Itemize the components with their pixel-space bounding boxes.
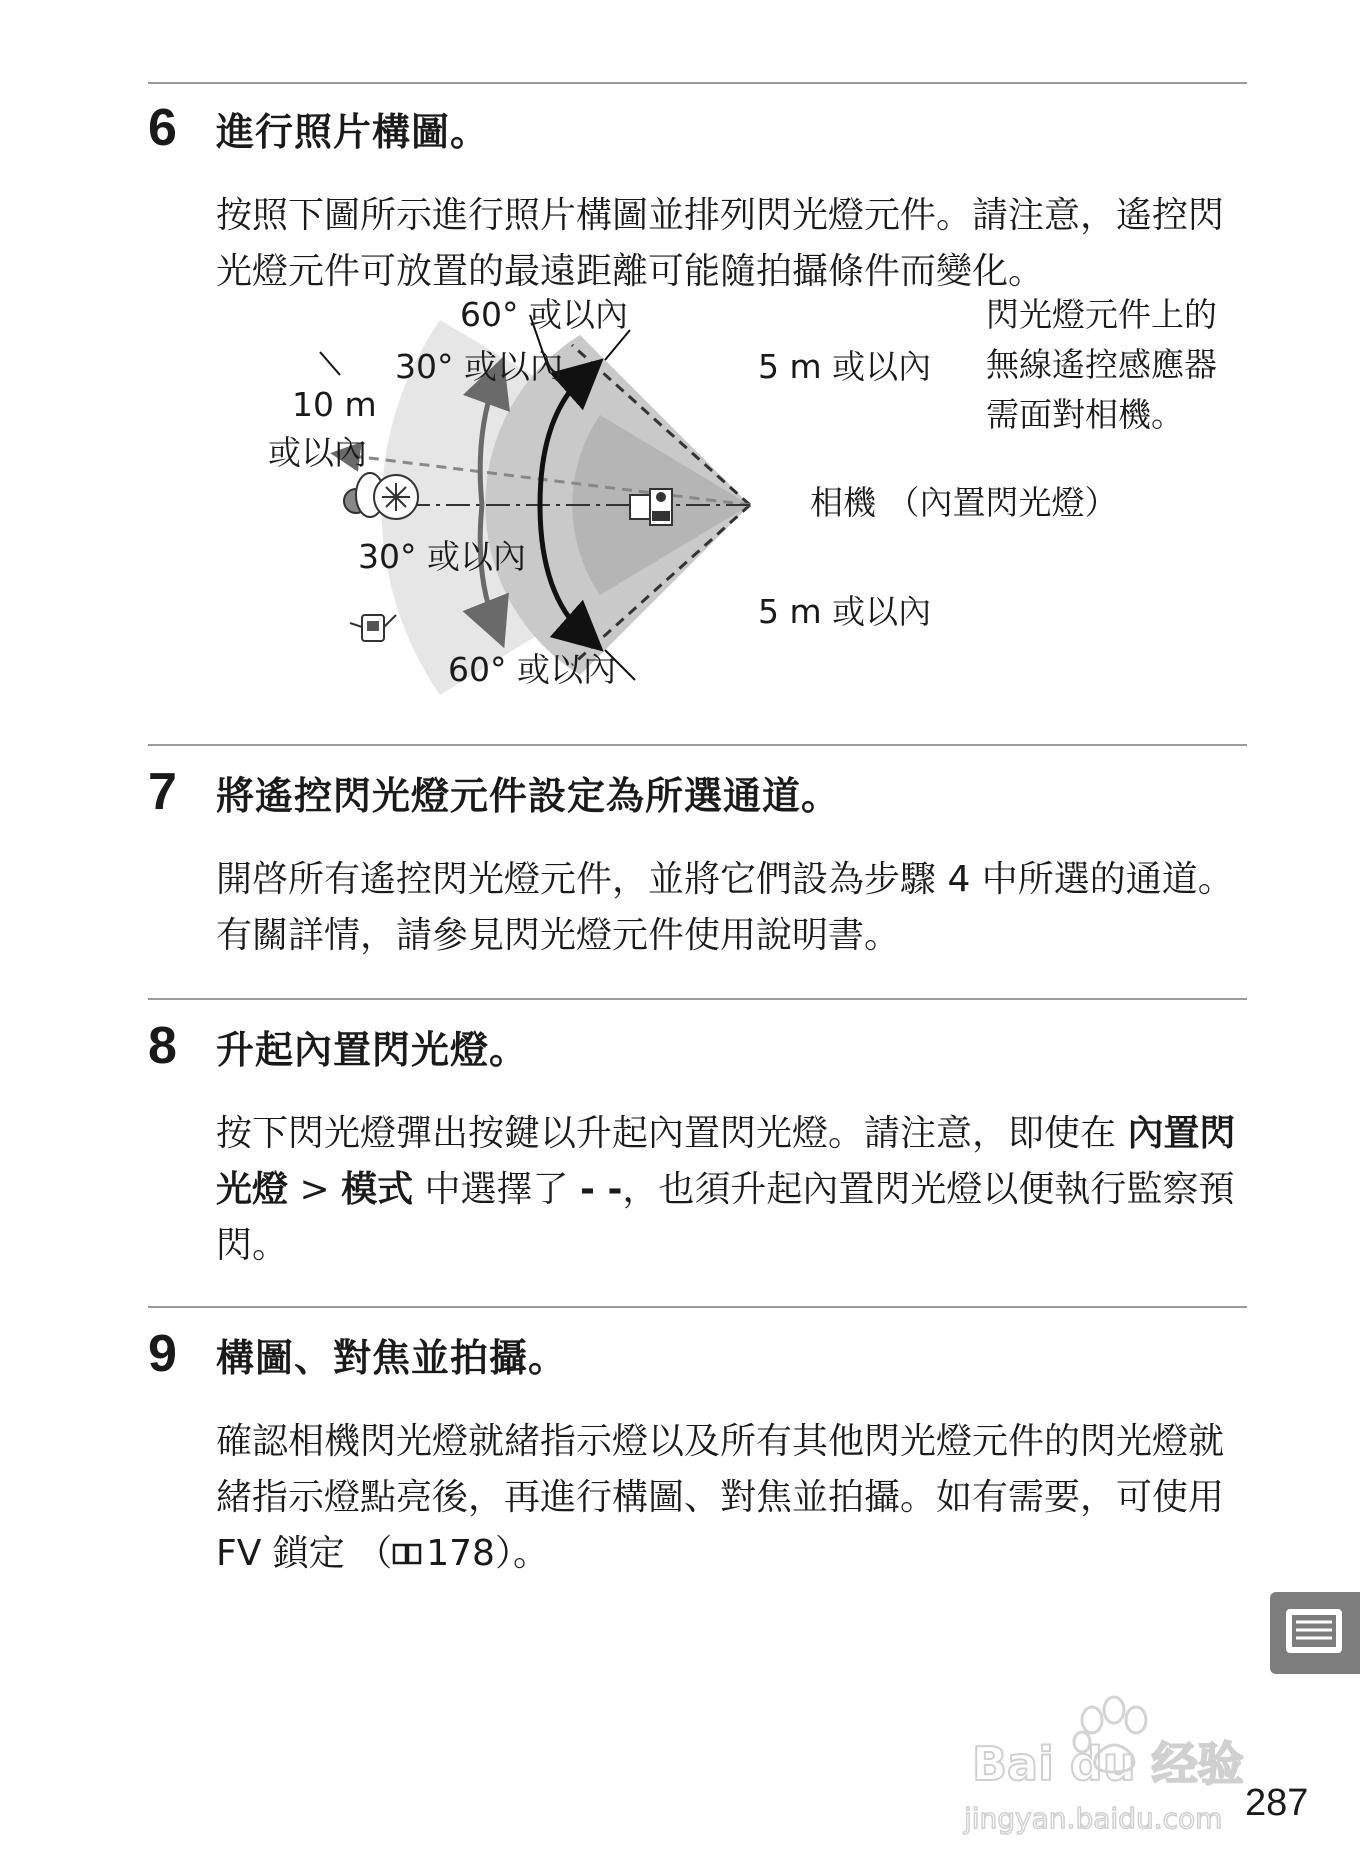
body-text: ）。 [494, 1533, 549, 1574]
menu-list-icon[interactable] [1270, 1592, 1360, 1674]
body-text: 確認相機閃光燈就緒指示燈以及所有其他閃光燈元件的閃光燈就緒指示燈點亮後，再進行構圖、對焦並拍攝。如有需要，可使用 FV 鎖定 （ [216, 1421, 1225, 1574]
label-5m-bottom: 5 m 或以內 [758, 592, 932, 631]
divider-top [148, 82, 1247, 84]
menu-list-icon-graphic [1270, 1592, 1360, 1674]
step-title: 將遙控閃光燈元件設定為所選通道。 [216, 774, 841, 818]
menu-item-built-in-flash: 內置閃光燈 [216, 1113, 1236, 1210]
label-5m-top: 5 m 或以內 [758, 347, 932, 386]
page-number: 287 [1245, 1782, 1309, 1824]
menu-separator: > [288, 1169, 342, 1210]
step-title: 進行照片構圖。 [216, 110, 490, 154]
step-6 [148, 98, 1247, 300]
baidu-watermark-graphic [962, 1680, 1282, 1840]
camera-icon [630, 489, 672, 525]
step-9 [148, 1324, 1247, 1582]
step-7 [148, 762, 1247, 964]
label-30deg-top: 30° 或以內 [395, 347, 563, 386]
watermark-brand: Bai du 经验 [972, 1737, 1244, 1791]
step-number: 8 [148, 1017, 177, 1075]
remote-flash-unit-bottom [350, 615, 396, 641]
label-sensor-line3: 需面對相機。 [986, 395, 1184, 434]
body-text: 按下閃光燈彈出按鍵以升起內置閃光燈。請注意，即使在 [216, 1113, 1128, 1154]
flash-placement-diagram [250, 295, 1250, 725]
label-10m: 10 m [292, 385, 377, 424]
body-text: ，也須升起內置閃光燈以便執行監察預閃。 [216, 1169, 1235, 1266]
label-10m-within: 或以內 [268, 433, 367, 472]
remote-flash-unit-group [344, 473, 418, 519]
divider-step-8 [148, 998, 1247, 1000]
step-number: 9 [148, 1325, 177, 1383]
step-body [216, 1106, 1247, 1274]
page-reference[interactable]: 178 [426, 1533, 495, 1574]
step-title: 構圖、對焦並拍攝。 [216, 1336, 568, 1380]
step-number: 7 [148, 763, 177, 821]
label-camera: 相機 （內置閃光燈） [810, 483, 1118, 522]
step-body: 開啓所有遙控閃光燈元件，並將它們設為步驟 4 中所選的通道。有關詳情，請參見閃光燈元件使用說明書。 [216, 859, 1234, 956]
divider-step-7 [148, 744, 1247, 746]
menu-item-mode: 模式 [341, 1169, 414, 1210]
label-sensor-line1: 閃光燈元件上的 [986, 295, 1217, 334]
label-60deg-top: 60° 或以內 [460, 295, 628, 334]
label-30deg-bottom: 30° 或以內 [358, 537, 526, 576]
step-body: 按照下圖所示進行照片構圖並排列閃光燈元件。請注意，遙控閃光燈元件可放置的最遠距離可能隨拍攝條件而變化。 [216, 195, 1225, 292]
watermark-url: jingyan.baidu.com [964, 1802, 1223, 1835]
step-body [216, 1414, 1247, 1582]
body-text: 中選擇了 [413, 1169, 580, 1210]
step-title: 升起內置閃光燈。 [216, 1028, 529, 1072]
step-number: 6 [148, 99, 177, 157]
label-sensor-line2: 無線遙控感應器 [986, 345, 1217, 384]
label-60deg-bottom: 60° 或以內 [448, 650, 616, 689]
step-8 [148, 1016, 1247, 1274]
divider-step-9 [148, 1306, 1247, 1308]
book-icon [392, 1541, 422, 1567]
option-double-dash: - - [579, 1169, 623, 1210]
baidu-watermark [962, 1680, 1282, 1840]
